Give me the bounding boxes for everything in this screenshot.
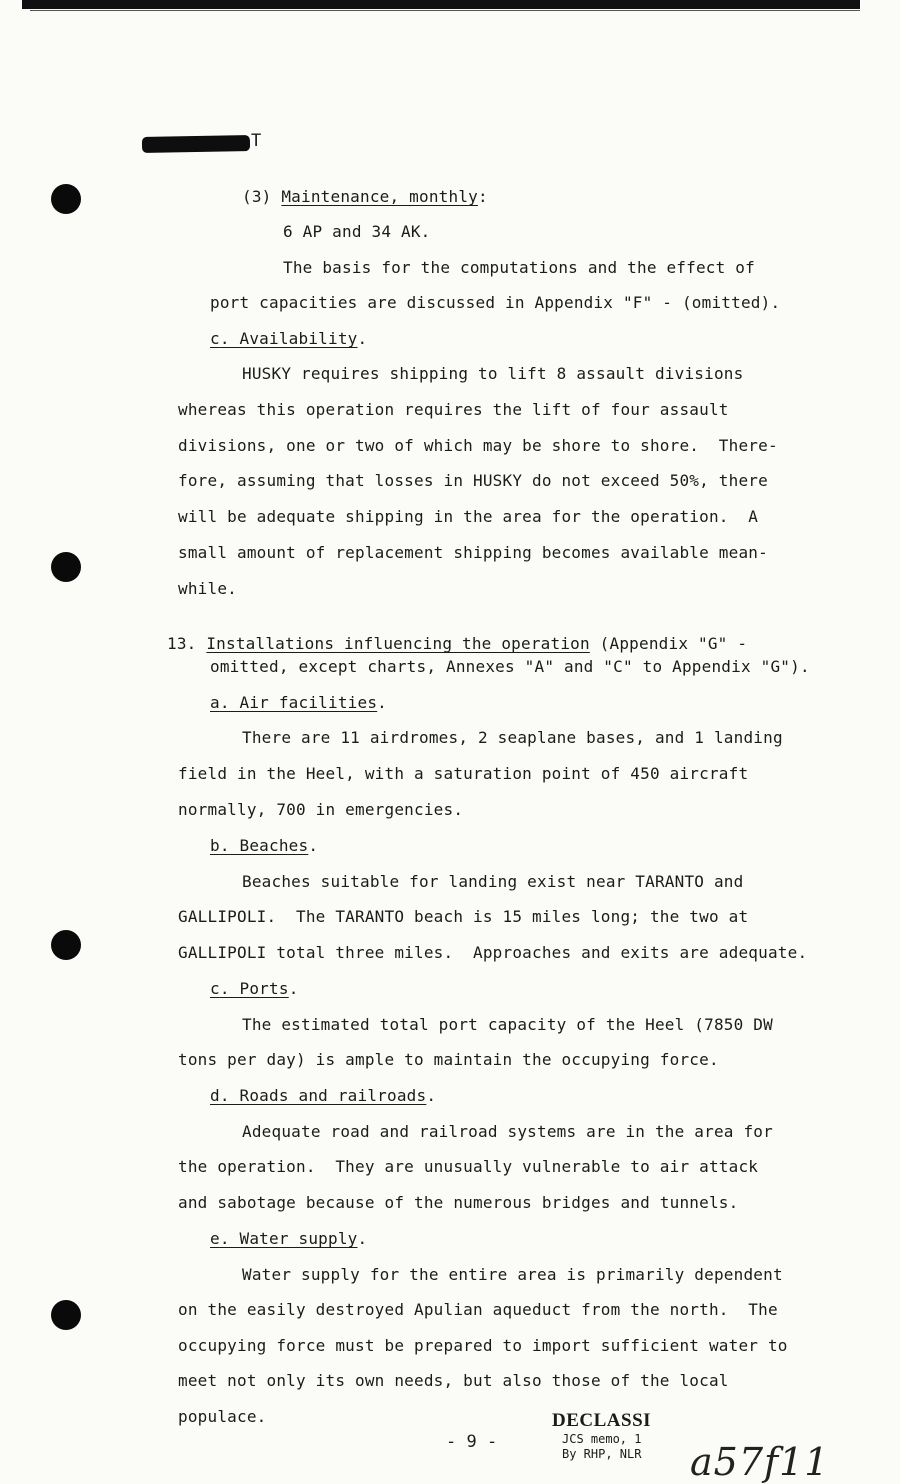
paragraph-line: normally, 700 in emergencies. [178, 800, 464, 819]
top-edge-bar [22, 0, 860, 9]
stamp-title: DECLASSI [552, 1410, 652, 1431]
paragraph-line: will be adequate shipping in the area for the operation. A [178, 507, 759, 526]
paragraph-line: Water supply for the entire area is primarily dependent [242, 1265, 783, 1284]
beaches-heading: b. Beaches. [210, 836, 319, 855]
paragraph-line: GALLIPOLI. The TARANTO beach is 15 miles long; the two at [178, 907, 749, 926]
declassification-stamp [552, 1410, 651, 1462]
maintenance-value: 6 AP and 34 AK. [283, 222, 431, 241]
paragraph-line: small amount of replacement shipping becomes available mean- [178, 543, 768, 562]
basis-line: port capacities are discussed in Appendix "F" - (omitted). [210, 293, 781, 312]
punch-hole [51, 552, 81, 582]
punch-hole [51, 1300, 81, 1330]
paragraph-line: and sabotage because of the numerous bridges and tunnels. [178, 1193, 739, 1212]
paragraph-line: the operation. They are unusually vulnerable to air attack [178, 1157, 759, 1176]
paragraph-line: populace. [178, 1407, 267, 1426]
paragraph-line: There are 11 airdromes, 2 seaplane bases, and 1 landing [242, 728, 783, 747]
punch-hole [51, 184, 81, 214]
air-facilities-heading: a. Air facilities. [210, 693, 388, 712]
paragraph-line: tons per day) is ample to maintain the occupying force. [178, 1050, 719, 1069]
classification-tail: T [251, 131, 262, 151]
paragraph-line: The estimated total port capacity of the Heel (7850 DW [242, 1015, 773, 1034]
paragraph-line: meet not only its own needs, but also those of the local [178, 1371, 729, 1390]
handwritten-note: a57f11 [690, 1440, 830, 1484]
top-edge-line [30, 10, 860, 11]
paragraph-13-heading: 13. Installations influencing the operation (Appendix "G" - [167, 634, 748, 653]
maintenance-heading: (3) Maintenance, monthly: [242, 187, 488, 206]
paragraph-line: whereas this operation requires the lift of four assault [178, 400, 729, 419]
roads-heading: d. Roads and railroads. [210, 1086, 437, 1105]
punch-hole [51, 930, 81, 960]
paragraph-line: while. [178, 579, 237, 598]
paragraph-line: divisions, one or two of which may be shore to shore. There- [178, 436, 778, 455]
page-number: - 9 - [446, 1432, 498, 1452]
paragraph-line: on the easily destroyed Apulian aqueduct from the north. The [178, 1300, 778, 1319]
paragraph-line: GALLIPOLI total three miles. Approaches and exits are adequate. [178, 943, 808, 962]
paragraph-line: fore, assuming that losses in HUSKY do not exceed 50%, there [178, 471, 768, 490]
paragraph-line: occupying force must be prepared to import sufficient water to [178, 1336, 788, 1355]
basis-line: The basis for the computations and the effect of [283, 258, 755, 277]
stamp-line: JCS memo, 1 [562, 1432, 642, 1446]
classification-redaction [142, 135, 250, 153]
availability-heading: c. Availability. [210, 329, 368, 348]
paragraph-line: Beaches suitable for landing exist near TARANTO and [242, 872, 744, 891]
paragraph-line: Adequate road and railroad systems are in the area for [242, 1122, 773, 1141]
stamp-line: By RHP, NLR [562, 1447, 642, 1461]
paragraph-13-line: omitted, except charts, Annexes "A" and "C" to Appendix "G"). [210, 657, 810, 676]
paragraph-line: field in the Heel, with a saturation point of 450 aircraft [178, 764, 749, 783]
water-supply-heading: e. Water supply. [210, 1229, 368, 1248]
paragraph-line: HUSKY requires shipping to lift 8 assault divisions [242, 364, 744, 383]
ports-heading: c. Ports. [210, 979, 299, 998]
